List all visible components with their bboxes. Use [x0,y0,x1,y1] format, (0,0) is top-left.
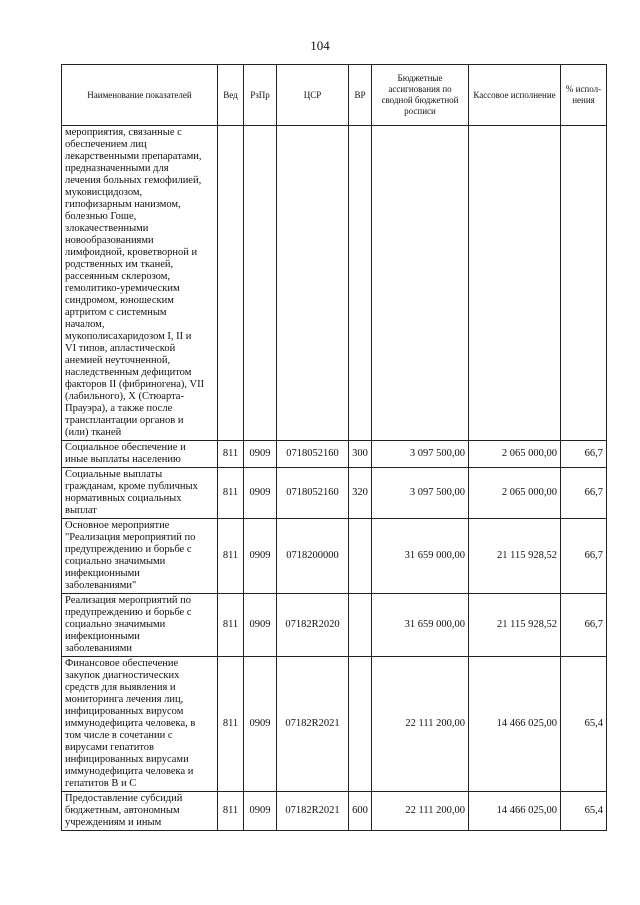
header-cash: Кассовое исполнение [469,65,561,126]
cell-percent: 66,7 [561,468,607,519]
cell-percent [561,126,607,441]
header-csr: ЦСР [277,65,349,126]
header-name: Наименование показателей [62,65,218,126]
cell-csr: 07182R2021 [277,657,349,792]
page-number: 104 [310,38,330,53]
cell-ved: 811 [218,468,244,519]
cell-vr [349,594,372,657]
cell-name: Предоставление субсидий бюджетным, автономным учреждениям и иным [62,792,218,831]
cell-vr [349,657,372,792]
header-ved: Вед [218,65,244,126]
cell-ved: 811 [218,519,244,594]
cell-rzpr: 0909 [244,519,277,594]
cell-cash: 14 466 025,00 [469,657,561,792]
cell-ved: 811 [218,594,244,657]
cell-cash: 21 115 928,52 [469,594,561,657]
cell-rzpr: 0909 [244,792,277,831]
cell-rzpr: 0909 [244,468,277,519]
cell-ved [218,126,244,441]
cell-vr: 300 [349,441,372,468]
cell-name: Социальное обеспечение и иные выплаты населению [62,441,218,468]
cell-csr: 0718200000 [277,519,349,594]
cell-budget: 22 111 200,00 [372,792,469,831]
cell-name: Реализация мероприятий по предупреждению и борьбе с социально значимыми инфекционными заболеваниями [62,594,218,657]
cell-cash: 21 115 928,52 [469,519,561,594]
cell-percent: 66,7 [561,519,607,594]
cell-budget: 31 659 000,00 [372,519,469,594]
cell-cash: 2 065 000,00 [469,441,561,468]
cell-rzpr: 0909 [244,657,277,792]
cell-name: Социальные выплаты гражданам, кроме публичных нормативных социальных выплат [62,468,218,519]
cell-percent: 65,4 [561,657,607,792]
cell-name: мероприятия, связанные с обеспечением лиц лекарственными препаратами, предназначенными для лечения больных гемофилией, муковисцидозом, гипофизарным нанизмом, болезнью Гоше, злокачественными новообразованиями лимфоидной, кроветворной и родственных им тканей, рассеянным склерозом, гемолитико-уремическим синдромом, юношеским артритом с системным началом, мукополисахаридозом I, II и VI типов, апластической анемией неуточненной, наследственным дефицитом факторов II (фибриногена), VII (лабильного), X (Стюарта- Прауэра), а также после трансплантации органов и (или) тканей [62,126,218,441]
cell-name: Основное мероприятие "Реализация мероприятий по предупреждению и борьбе с социально значимыми инфекционными заболеваниями" [62,519,218,594]
cell-budget: 3 097 500,00 [372,441,469,468]
cell-vr: 320 [349,468,372,519]
cell-rzpr [244,126,277,441]
header-vr: ВР [349,65,372,126]
cell-ved: 811 [218,792,244,831]
cell-budget: 31 659 000,00 [372,594,469,657]
cell-cash: 14 466 025,00 [469,792,561,831]
cell-csr: 07182R2021 [277,792,349,831]
header-percent: % испол-нения [561,65,607,126]
table-row [62,594,607,657]
cell-cash [469,126,561,441]
cell-name: Финансовое обеспечение закупок диагностических средств для выявления и мониторинга лечения лиц, инфицированных вирусом иммунодефицита человека, в том числе в сочетании с вирусами гепатитов инфицированных вирусами иммунодефицита человека и гепатитов B и C [62,657,218,792]
cell-csr [277,126,349,441]
cell-percent: 65,4 [561,792,607,831]
table-row [62,792,607,831]
cell-budget: 3 097 500,00 [372,468,469,519]
cell-ved: 811 [218,657,244,792]
cell-rzpr: 0909 [244,594,277,657]
cell-budget [372,126,469,441]
cell-csr: 0718052160 [277,441,349,468]
cell-ved: 811 [218,441,244,468]
cell-vr [349,519,372,594]
header-budget: Бюджетные ассигнования по сводной бюджетной росписи [372,65,469,126]
table-header-row [62,65,607,126]
cell-budget: 22 111 200,00 [372,657,469,792]
table-row [62,468,607,519]
cell-csr: 07182R2020 [277,594,349,657]
table-row [62,126,607,441]
table-row [62,519,607,594]
cell-cash: 2 065 000,00 [469,468,561,519]
budget-execution-table [61,64,607,831]
cell-percent: 66,7 [561,594,607,657]
table-body [62,126,607,831]
table-row [62,441,607,468]
header-rzpr: РзПр [244,65,277,126]
cell-csr: 0718052160 [277,468,349,519]
cell-vr [349,126,372,441]
table-row [62,657,607,792]
cell-percent: 66,7 [561,441,607,468]
cell-vr: 600 [349,792,372,831]
cell-rzpr: 0909 [244,441,277,468]
